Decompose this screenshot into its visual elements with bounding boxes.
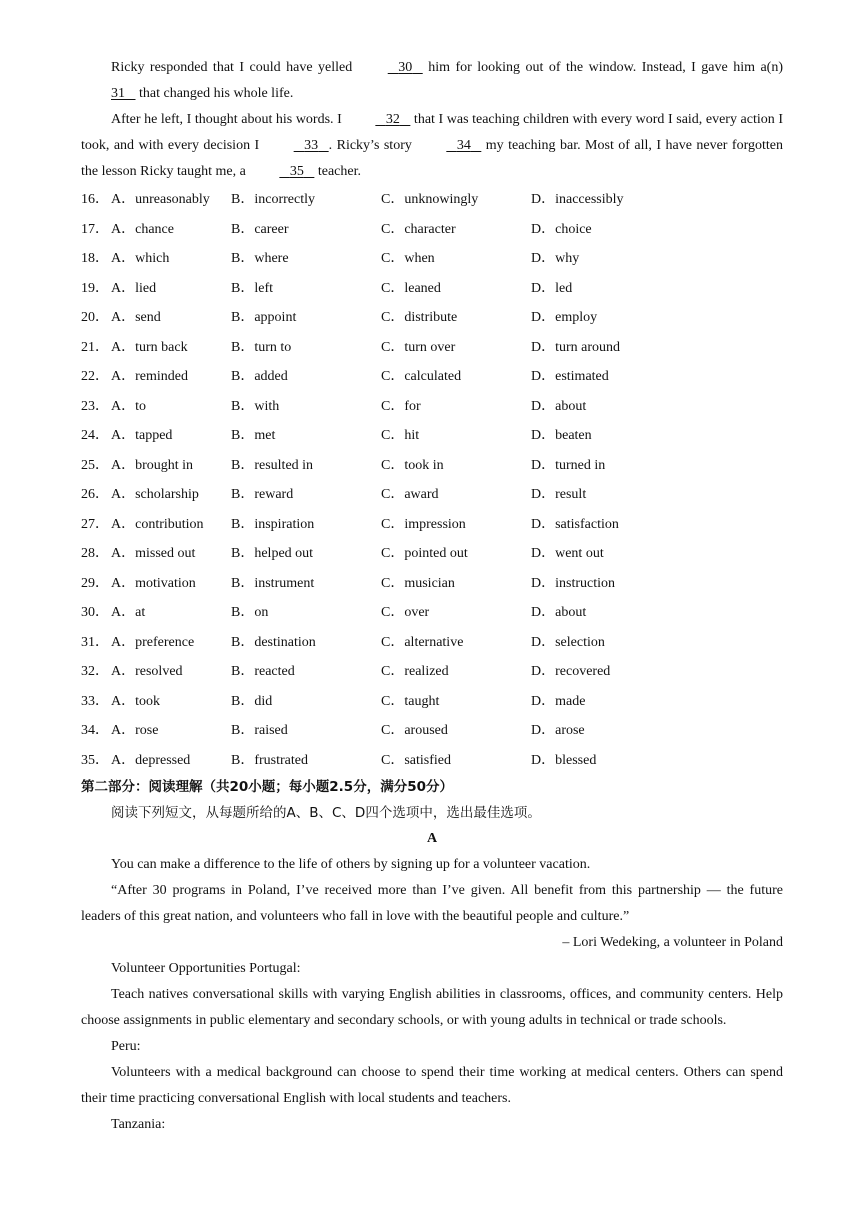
option-a[interactable]: A．contribution — [111, 516, 204, 532]
question-number: 31． — [81, 634, 109, 650]
blank-33[interactable]: 33 — [304, 138, 319, 153]
question-19 — [81, 274, 783, 304]
question-number: 24． — [81, 428, 109, 443]
question-number: 30． — [81, 605, 109, 620]
question-33 — [81, 687, 783, 717]
exam-page — [81, 55, 783, 1138]
question-30 — [81, 598, 783, 628]
option-c[interactable]: C．leaned — [381, 280, 441, 296]
blank-31[interactable]: 31 — [111, 86, 125, 101]
blank-32[interactable]: 32 — [385, 112, 400, 127]
option-d[interactable]: D．selection — [531, 634, 605, 650]
passage-text: that changed his whole life. — [135, 86, 294, 101]
question-21 — [81, 333, 783, 363]
option-d[interactable]: D．choice — [531, 221, 592, 237]
option-b[interactable]: B．resulted in — [231, 457, 314, 473]
option-d[interactable]: D．led — [531, 280, 573, 296]
option-c[interactable]: C．took in — [381, 457, 444, 473]
option-c[interactable]: C．pointed out — [381, 546, 468, 561]
question-28 — [81, 539, 783, 569]
option-b[interactable]: B．reward — [231, 487, 294, 502]
passage-intro: You can make a difference to the life of others by signing up for a volunteer vacation. — [111, 857, 591, 872]
option-a[interactable]: A．chance — [111, 221, 174, 237]
option-c[interactable]: C．taught — [381, 693, 440, 709]
option-a[interactable]: A．depressed — [111, 752, 191, 768]
passage-text: Ricky responded that I could have yelled — [111, 60, 358, 75]
question-number: 17． — [81, 221, 109, 237]
option-c[interactable]: C．distribute — [381, 310, 458, 325]
peru-text: Volunteers with a medical background can choose to spend their time working at medical centers. Others can spend their time practicing conversational English with local students and teachers. — [81, 1065, 783, 1106]
option-d[interactable]: D．recovered — [531, 664, 611, 679]
option-b[interactable]: B．did — [231, 693, 273, 709]
passage-text: that I was teaching children with every word I said, every action I took, and with every decision I — [81, 112, 783, 153]
option-b[interactable]: B．destination — [231, 634, 316, 650]
question-number: 28． — [81, 546, 109, 561]
option-c[interactable]: C．award — [381, 487, 439, 502]
option-d[interactable]: D．went out — [531, 546, 604, 561]
question-23 — [81, 392, 783, 422]
question-31 — [81, 628, 783, 658]
volunteer-quote: “After 30 programs in Poland, I’ve received more than I’ve given. All benefit from this partnership — the future leaders of this great nation, and volunteers who fall in love with the beautiful people and culture.” — [81, 883, 783, 924]
option-b[interactable]: B．on — [231, 605, 269, 620]
option-d[interactable]: D．blessed — [531, 752, 597, 768]
tanzania-heading: Tanzania: — [111, 1117, 166, 1132]
question-number: 32． — [81, 664, 109, 679]
option-d[interactable]: D．about — [531, 605, 587, 620]
question-number: 18． — [81, 251, 109, 266]
question-34 — [81, 716, 783, 746]
passage-text: him for looking out of the window. Instead, I gave him a(n) — [422, 60, 784, 75]
option-c[interactable]: C．for — [381, 398, 421, 414]
peru-heading: Peru: — [111, 1039, 141, 1054]
option-c[interactable]: C．realized — [381, 664, 449, 679]
option-c[interactable]: C．aroused — [381, 723, 448, 738]
option-a[interactable]: A．rose — [111, 723, 159, 738]
question-number: 29． — [81, 575, 109, 591]
passage-text: my teaching bar. Most of all, I have never forgotten the lesson Ricky taught me, a — [81, 138, 783, 179]
question-number: 23． — [81, 398, 109, 414]
question-number: 27． — [81, 516, 109, 532]
option-a[interactable]: A．unreasonably — [111, 192, 210, 207]
option-c[interactable]: C．impression — [381, 516, 466, 532]
option-a[interactable]: A．lied — [111, 280, 157, 296]
option-b[interactable]: B．instrument — [231, 575, 315, 591]
question-35 — [81, 746, 783, 776]
option-a[interactable]: A．send — [111, 310, 161, 325]
option-b[interactable]: B．added — [231, 369, 288, 384]
passage-label: A — [426, 831, 438, 846]
option-d[interactable]: D．beaten — [531, 428, 592, 443]
option-c[interactable]: C．musician — [381, 575, 455, 591]
option-d[interactable]: D．inaccessibly — [531, 192, 624, 207]
blank-30[interactable]: 30 — [398, 60, 413, 75]
option-b[interactable]: B．left — [231, 280, 273, 296]
option-b[interactable]: B．incorrectly — [231, 192, 315, 207]
question-16 — [81, 185, 783, 215]
option-b[interactable]: B．reacted — [231, 664, 295, 679]
blank-35[interactable]: 35 — [289, 164, 304, 179]
option-c[interactable]: C．character — [381, 221, 456, 237]
option-b[interactable]: B．with — [231, 398, 280, 414]
option-a[interactable]: A．reminded — [111, 369, 188, 384]
option-c[interactable]: C．turn over — [381, 339, 456, 355]
question-number: 16． — [81, 192, 109, 207]
option-d[interactable]: D．satisfaction — [531, 516, 619, 532]
question-number: 20． — [81, 310, 109, 325]
section-title: 第二部分：阅读理解（共20小题；每小题2.5分，满分50分） — [81, 779, 453, 795]
option-d[interactable]: D．turn around — [531, 339, 621, 355]
portugal-text: Teach natives conversational skills with varying English abilities in classrooms, offices, and community centers. Help choose assignments in public elementary and secondary schools, or with young adults in technical or trade schools. — [81, 987, 783, 1028]
option-b[interactable]: B．met — [231, 428, 276, 443]
option-a[interactable]: A．scholarship — [111, 487, 199, 502]
option-c[interactable]: C．satisfied — [381, 752, 451, 768]
options-list — [81, 185, 783, 775]
option-a[interactable]: A．to — [111, 398, 146, 414]
question-32 — [81, 657, 783, 687]
passage-paragraph-1 — [81, 55, 783, 107]
option-b[interactable]: B．where — [231, 251, 289, 266]
passage-text: After he left, I thought about his words. I — [111, 112, 346, 127]
question-number: 25． — [81, 457, 109, 473]
question-number: 19． — [81, 280, 109, 296]
question-26 — [81, 480, 783, 510]
question-number: 26． — [81, 487, 109, 502]
question-17 — [81, 215, 783, 245]
option-d[interactable]: D．made — [531, 693, 586, 709]
option-c[interactable]: C．calculated — [381, 369, 462, 384]
option-b[interactable]: B．raised — [231, 723, 288, 738]
option-d[interactable]: D．employ — [531, 310, 598, 325]
option-d[interactable]: D．estimated — [531, 369, 609, 384]
option-a[interactable]: A．missed out — [111, 546, 196, 561]
option-d[interactable]: D．result — [531, 487, 587, 502]
option-a[interactable]: A．resolved — [111, 664, 183, 679]
question-22 — [81, 362, 783, 392]
passage-paragraph-2 — [81, 107, 783, 185]
option-c[interactable]: C．alternative — [381, 634, 464, 650]
option-b[interactable]: B．turn to — [231, 339, 292, 355]
question-25 — [81, 451, 783, 481]
question-18 — [81, 244, 783, 274]
option-c[interactable]: C．unknowingly — [381, 192, 479, 207]
question-number: 34． — [81, 723, 109, 738]
question-24 — [81, 421, 783, 451]
option-a[interactable]: A．took — [111, 693, 160, 709]
blank-34[interactable]: 34 — [456, 138, 471, 153]
option-b[interactable]: B．frustrated — [231, 752, 308, 768]
option-d[interactable]: D．instruction — [531, 575, 615, 591]
option-a[interactable]: A．which — [111, 251, 170, 266]
passage-text: teacher. — [314, 164, 361, 179]
option-b[interactable]: B．career — [231, 221, 289, 237]
option-c[interactable]: C．when — [381, 251, 435, 266]
section-instruction: 阅读下列短文，从每题所给的A、B、C、D四个选项中，选出最佳选项。 — [111, 805, 541, 821]
option-b[interactable]: B．inspiration — [231, 516, 315, 532]
option-c[interactable]: C．hit — [381, 428, 420, 443]
option-b[interactable]: B．appoint — [231, 310, 297, 325]
passage-text: . Ricky’s story — [328, 138, 417, 153]
question-27 — [81, 510, 783, 540]
option-d[interactable]: D．turned in — [531, 457, 606, 473]
question-number: 35． — [81, 752, 109, 768]
option-a[interactable]: A．at — [111, 605, 146, 620]
option-a[interactable]: A．motivation — [111, 575, 196, 591]
option-d[interactable]: D．why — [531, 251, 580, 266]
question-number: 22． — [81, 369, 109, 384]
portugal-heading: Volunteer Opportunities Portugal: — [111, 961, 301, 976]
option-a[interactable]: A．preference — [111, 634, 195, 650]
option-a[interactable]: A．brought in — [111, 457, 194, 473]
question-20 — [81, 303, 783, 333]
question-number: 33． — [81, 693, 109, 709]
option-d[interactable]: D．arose — [531, 723, 585, 738]
question-number: 21． — [81, 339, 109, 355]
option-a[interactable]: A．tapped — [111, 428, 173, 443]
option-c[interactable]: C．over — [381, 605, 430, 620]
option-d[interactable]: D．about — [531, 398, 587, 414]
quote-attribution: – Lori Wedeking, a volunteer in Poland — [562, 935, 783, 950]
option-b[interactable]: B．helped out — [231, 546, 314, 561]
question-29 — [81, 569, 783, 599]
option-a[interactable]: A．turn back — [111, 339, 188, 355]
